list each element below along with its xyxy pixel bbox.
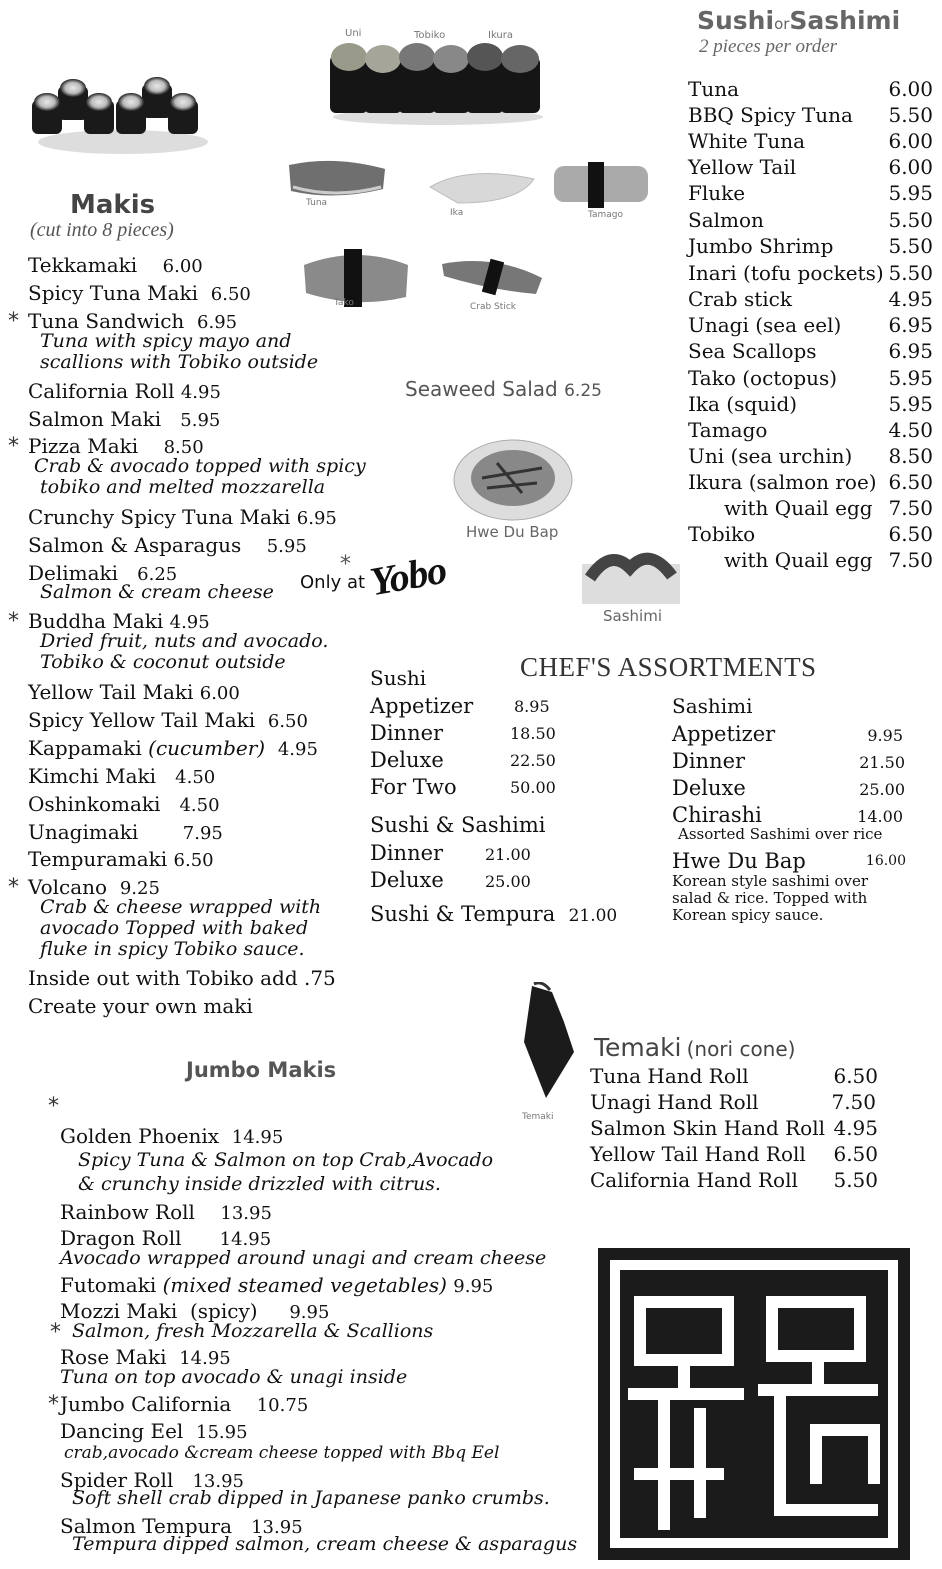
signature-star: * <box>48 1094 59 1119</box>
maki-desc: Dried fruit, nuts and avocado. <box>40 630 329 652</box>
maki-price: 6.25 <box>137 564 178 585</box>
maki-item-kimchi <box>28 764 215 788</box>
jumbo-name: Dragon Roll <box>60 1226 182 1250</box>
seaweed-salad-price: 6.25 <box>564 381 602 401</box>
temaki-title-text: Temaki <box>594 1033 682 1062</box>
maki-item-yellow-tail <box>28 680 240 704</box>
signature-star: * <box>8 309 19 334</box>
maki-price: 4.95 <box>277 739 318 760</box>
jumbo-makis-title: Jumbo Makis <box>186 1058 337 1082</box>
jumbo-name: Golden Phoenix <box>60 1124 220 1148</box>
seaweed-salad-label: Seaweed Salad <box>405 377 558 401</box>
hwe-desc: Korean spicy sauce. <box>672 906 824 924</box>
jumbo-desc: & crunchy inside drizzled with citrus. <box>78 1173 441 1195</box>
chefs-sushi-price: 18.50 <box>510 724 556 743</box>
yobo-logo: Yobo <box>366 546 450 605</box>
chefs-sushi-price: 50.00 <box>510 778 556 797</box>
chefs-ss-price: 21.00 <box>485 845 531 864</box>
tako-caption: Tako <box>334 298 354 308</box>
maki-item-unagimaki <box>28 820 223 844</box>
ss-item-price: 7.50 <box>888 496 933 520</box>
jumbo-price: 15.95 <box>196 1422 248 1443</box>
maki-name: Inside out with Tobiko add .75 <box>28 966 336 990</box>
temaki-caption: Temaki <box>522 1112 554 1122</box>
chefs-sashimi-item: Chirashi <box>672 803 762 827</box>
maki-item-inside-out <box>28 966 336 990</box>
temaki-note: (nori cone) <box>686 1037 796 1061</box>
maki-name: Salmon & Asparagus <box>28 533 242 557</box>
jumbo-note: (mixed steamed vegetables) <box>162 1273 447 1297</box>
jumbo-item-jumbo-california <box>60 1392 308 1416</box>
ss-item-name: Unagi (sea eel) <box>688 313 842 337</box>
maki-price: 6.50 <box>210 284 251 305</box>
chefs-sushi-tempura <box>370 902 617 926</box>
maki-name: Unagimaki <box>28 820 139 844</box>
jumbo-note: (spicy) <box>189 1299 258 1323</box>
maki-desc: Crab & avocado topped with spicy <box>34 455 366 477</box>
maki-name: Kimchi Maki <box>28 764 157 788</box>
maki-name: Pizza Maki <box>28 434 139 458</box>
sushi-tempura-price: 21.00 <box>568 906 618 926</box>
temaki-item-name: California Hand Roll <box>590 1168 798 1192</box>
maki-rolls-image <box>28 70 208 160</box>
ss-item-price: 5.95 <box>888 366 933 390</box>
maki-item-create-own <box>28 994 253 1018</box>
maki-desc: Tuna with spicy mayo and <box>40 330 292 352</box>
ss-item-name: Yellow Tail <box>688 155 797 179</box>
maki-price: 7.95 <box>182 823 223 844</box>
maki-name: Tekkamaki <box>28 253 138 277</box>
ss-item-name: Tako (octopus) <box>688 366 838 390</box>
title-or: or <box>774 15 790 33</box>
chefs-title: CHEF'S ASSORTMENTS <box>520 652 817 682</box>
maki-desc: scallions with Tobiko outside <box>40 351 319 373</box>
maki-name: Create your own maki <box>28 994 253 1018</box>
jumbo-desc: Soft shell crab dipped in Japanese panko crumbs. <box>72 1487 550 1509</box>
ss-item-name: Jumbo Shrimp <box>688 234 834 258</box>
signature-star: * <box>8 434 19 459</box>
uni-caption: Uni <box>345 28 362 39</box>
chefs-sushi-item: Deluxe <box>370 748 444 772</box>
sashimi-caption: Sashimi <box>603 607 662 625</box>
temaki-item-name: Yellow Tail Hand Roll <box>590 1142 806 1166</box>
chefs-sashimi-item: Deluxe <box>672 776 746 800</box>
maki-desc: Tobiko & coconut outside <box>40 651 286 673</box>
hwe-du-bap-bowl-image <box>452 438 574 523</box>
chefs-hwe-du-bap: Hwe Du Bap <box>672 849 806 873</box>
chefs-sashimi-price: 9.95 <box>867 726 903 745</box>
jumbo-name: Dancing Eel <box>60 1419 184 1443</box>
maki-desc: Salmon & cream cheese <box>40 581 274 603</box>
maki-desc: avocado Topped with baked <box>40 917 309 939</box>
signature-star: * <box>50 1320 61 1345</box>
maki-note: (cucumber) <box>148 736 266 760</box>
chefs-sushi-item: Appetizer <box>370 694 474 718</box>
sashimi-plate-image <box>580 538 682 606</box>
nigiri-crab-stick-image <box>440 250 545 300</box>
chefs-sushi-price: 22.50 <box>510 751 556 770</box>
ss-item-name: Fluke <box>688 181 746 205</box>
ss-item-price: 6.95 <box>888 313 933 337</box>
chefs-ss-price: 25.00 <box>485 872 531 891</box>
jumbo-price: 13.95 <box>220 1203 272 1224</box>
sushi-sashimi-subtitle: 2 pieces per order <box>699 36 838 57</box>
makis-title: Makis <box>70 190 156 220</box>
maki-item-tempuramaki <box>28 847 214 871</box>
maki-price: 6.50 <box>173 850 214 871</box>
chefs-sashimi-price: 25.00 <box>859 780 905 799</box>
temaki-item-price: 5.50 <box>833 1168 878 1192</box>
temaki-item-name: Salmon Skin Hand Roll <box>590 1116 826 1140</box>
maki-price: 8.50 <box>163 437 204 458</box>
chefs-sashimi-item: Dinner <box>672 749 746 773</box>
chefs-sushi-price: 8.95 <box>514 697 550 716</box>
maki-name: Yellow Tail Maki <box>28 680 194 704</box>
maki-item-oshinkomaki <box>28 792 220 816</box>
ss-item-name: Inari (tofu pockets) <box>688 261 884 285</box>
signature-star: * <box>48 1392 59 1417</box>
jumbo-desc: Avocado wrapped around unagi and cream cheese <box>60 1247 547 1269</box>
temaki-item-price: 6.50 <box>833 1142 878 1166</box>
ss-item-price: 6.95 <box>888 339 933 363</box>
ss-item-name: White Tuna <box>688 129 806 153</box>
chefs-sashimi-heading: Sashimi <box>672 694 753 718</box>
jumbo-item-dancing-eel <box>60 1419 248 1443</box>
jumbo-name: Salmon Tempura <box>60 1514 233 1538</box>
ss-item-name: BBQ Spicy Tuna <box>688 103 853 127</box>
only-at-star: * <box>340 552 351 577</box>
jumbo-price: 13.95 <box>192 1471 244 1492</box>
nigiri-ika-image <box>428 165 538 210</box>
jumbo-name: Futomaki <box>60 1273 157 1297</box>
maki-item-salmon-asparagus <box>28 533 307 557</box>
jumbo-name: Mozzi Maki <box>60 1299 178 1323</box>
chefs-ss-item: Dinner <box>370 841 444 865</box>
maki-name: Oshinkomaki <box>28 792 161 816</box>
ss-item-price: 5.50 <box>888 261 933 285</box>
maki-name: Spicy Tuna Maki <box>28 281 199 305</box>
maki-name: Kappamaki <box>28 736 142 760</box>
temaki-item-price: 4.95 <box>833 1116 878 1140</box>
maki-item-salmon <box>28 407 220 431</box>
ss-item-name: Tobiko <box>688 522 756 546</box>
jumbo-price: 14.95 <box>219 1229 272 1250</box>
chefs-hwe-price: 16.00 <box>865 853 906 869</box>
hwe-du-bap-caption: Hwe Du Bap <box>466 523 559 541</box>
tobiko-caption: Tobiko <box>414 30 446 41</box>
ss-item-name: with Quail egg <box>724 548 873 572</box>
ss-item-price: 8.50 <box>888 444 933 468</box>
sushi-sashimi-title <box>697 6 900 35</box>
maki-price: 4.50 <box>179 795 220 816</box>
jumbo-name: Spider Roll <box>60 1468 174 1492</box>
maki-item-spicy-tuna <box>28 281 251 305</box>
maki-price: 6.00 <box>162 256 203 277</box>
maki-price: 6.50 <box>267 711 308 732</box>
maki-item-spicy-yellow-tail <box>28 708 308 732</box>
sushi-tempura-name: Sushi & Tempura <box>370 902 556 926</box>
maki-desc: fluke in spicy Tobiko sauce. <box>40 938 305 960</box>
signature-star: * <box>8 609 19 634</box>
ss-item-price: 5.95 <box>888 392 933 416</box>
nigiri-tuna-image <box>285 155 390 205</box>
maki-item-crunchy-spicy-tuna <box>28 505 337 529</box>
ss-item-name: Tamago <box>688 418 768 442</box>
jumbo-name: Rainbow Roll <box>60 1200 195 1224</box>
maki-price: 4.50 <box>175 767 216 788</box>
ss-item-price: 5.50 <box>888 208 933 232</box>
maki-name: Tempuramaki <box>28 847 168 871</box>
ss-item-price: 6.50 <box>888 470 933 494</box>
ikura-caption: Ikura <box>488 30 514 41</box>
temaki-item-price: 6.50 <box>833 1064 878 1088</box>
title-sashimi: Sashimi <box>789 6 901 35</box>
chirashi-desc: Assorted Sashimi over rice <box>678 825 883 843</box>
chefs-ss-item: Deluxe <box>370 868 444 892</box>
ss-item-price: 4.95 <box>888 287 933 311</box>
ss-item-name: Uni (sea urchin) <box>688 444 853 468</box>
jumbo-item-rainbow <box>60 1200 272 1224</box>
chefs-sashimi-price: 14.00 <box>857 807 903 826</box>
maki-price: 6.95 <box>296 508 337 529</box>
hwe-desc: Korean style sashimi over <box>672 872 869 890</box>
jumbo-desc: Tuna on top avocado & unagi inside <box>60 1366 408 1388</box>
temaki-title <box>594 1033 795 1062</box>
maki-price: 4.95 <box>180 382 221 403</box>
ss-item-price: 6.50 <box>888 522 933 546</box>
ss-item-price: 4.50 <box>888 418 933 442</box>
maki-item-tekkamaki <box>28 253 203 277</box>
maki-price: 6.00 <box>199 683 240 704</box>
ika-caption: Ika <box>450 208 464 218</box>
maki-price: 6.95 <box>197 312 238 333</box>
ss-item-name: Salmon <box>688 208 764 232</box>
jumbo-desc: Spicy Tuna & Salmon on top Crab,Avocado <box>78 1149 494 1171</box>
maki-price: 5.95 <box>180 410 221 431</box>
ss-item-price: 5.95 <box>888 181 933 205</box>
nigiri-tamago-image <box>552 158 652 213</box>
tamago-caption: Tamago <box>588 210 624 220</box>
temaki-cone-image <box>512 982 578 1110</box>
maki-desc: tobiko and melted mozzarella <box>40 476 326 498</box>
ss-item-name: Crab stick <box>688 287 792 311</box>
jumbo-price: 9.95 <box>453 1276 494 1297</box>
only-at-text: Only at <box>300 572 366 593</box>
temaki-item-name: Tuna Hand Roll <box>590 1064 749 1088</box>
maki-price: 4.95 <box>169 612 210 633</box>
chefs-sushi-item: For Two <box>370 775 457 799</box>
maki-desc: Crab & cheese wrapped with <box>40 896 322 918</box>
jumbo-price: 14.95 <box>231 1127 284 1148</box>
ss-item-name: Tuna <box>688 77 740 101</box>
maki-name: Tuna Sandwich <box>28 309 185 333</box>
jumbo-price: 10.75 <box>256 1395 309 1416</box>
jumbo-name: Rose Maki <box>60 1345 167 1369</box>
ss-item-price: 5.50 <box>888 234 933 258</box>
temaki-item-price: 7.50 <box>831 1090 876 1114</box>
chefs-sushi-item: Dinner <box>370 721 444 745</box>
chefs-sashimi-price: 21.50 <box>859 753 905 772</box>
ss-item-price: 6.00 <box>888 77 933 101</box>
ss-item-name: Ikura (salmon roe) <box>688 470 877 494</box>
ss-item-price: 6.00 <box>888 129 933 153</box>
ss-item-price: 6.00 <box>888 155 933 179</box>
signature-star: * <box>8 875 19 900</box>
hwe-desc: salad & rice. Topped with <box>672 889 868 907</box>
ss-item-name: Sea Scallops <box>688 339 817 363</box>
maki-name: Buddha Maki <box>28 609 164 633</box>
tuna-caption: Tuna <box>306 198 328 208</box>
maki-name: Volcano <box>28 875 108 899</box>
jumbo-price: 9.95 <box>289 1302 330 1323</box>
nigiri-tako-image <box>302 245 412 310</box>
seaweed-salad <box>405 377 602 401</box>
crab-stick-caption: Crab Stick <box>470 302 516 312</box>
title-sushi: Sushi <box>697 6 775 35</box>
jumbo-desc: Salmon, fresh Mozzarella & Scallions <box>72 1320 434 1342</box>
ss-item-name: with Quail egg <box>724 496 873 520</box>
maki-item-california <box>28 379 221 403</box>
jumbo-desc: crab,avocado &cream cheese topped with Bbq Eel <box>64 1443 500 1463</box>
maki-name: California Roll <box>28 379 175 403</box>
jumbo-price: 14.95 <box>179 1348 231 1369</box>
maki-name: Spicy Yellow Tail Maki <box>28 708 256 732</box>
jumbo-name: Jumbo California <box>60 1392 232 1416</box>
jumbo-price: 13.95 <box>251 1517 303 1538</box>
seal-logo <box>598 1248 910 1560</box>
ss-item-price: 5.50 <box>888 103 933 127</box>
temaki-item-name: Unagi Hand Roll <box>590 1090 759 1114</box>
chefs-sushi-heading: Sushi <box>370 666 427 690</box>
maki-name: Crunchy Spicy Tuna Maki <box>28 505 291 529</box>
maki-name: Delimaki <box>28 561 119 585</box>
chefs-ss-heading: Sushi & Sashimi <box>370 813 546 837</box>
maki-name: Salmon Maki <box>28 407 162 431</box>
ss-item-price: 7.50 <box>888 548 933 572</box>
ss-item-name: Ika (squid) <box>688 392 798 416</box>
makis-subtitle: (cut into 8 pieces) <box>30 219 174 241</box>
chefs-sashimi-item: Appetizer <box>672 722 776 746</box>
jumbo-item-golden-phoenix <box>60 1124 283 1148</box>
maki-price: 5.95 <box>266 536 307 557</box>
jumbo-desc: Tempura dipped salmon, cream cheese & asparagus <box>72 1533 578 1555</box>
maki-price: 9.25 <box>119 878 160 899</box>
jumbo-item-futomaki <box>60 1273 493 1297</box>
maki-item-kappamaki <box>28 736 318 760</box>
